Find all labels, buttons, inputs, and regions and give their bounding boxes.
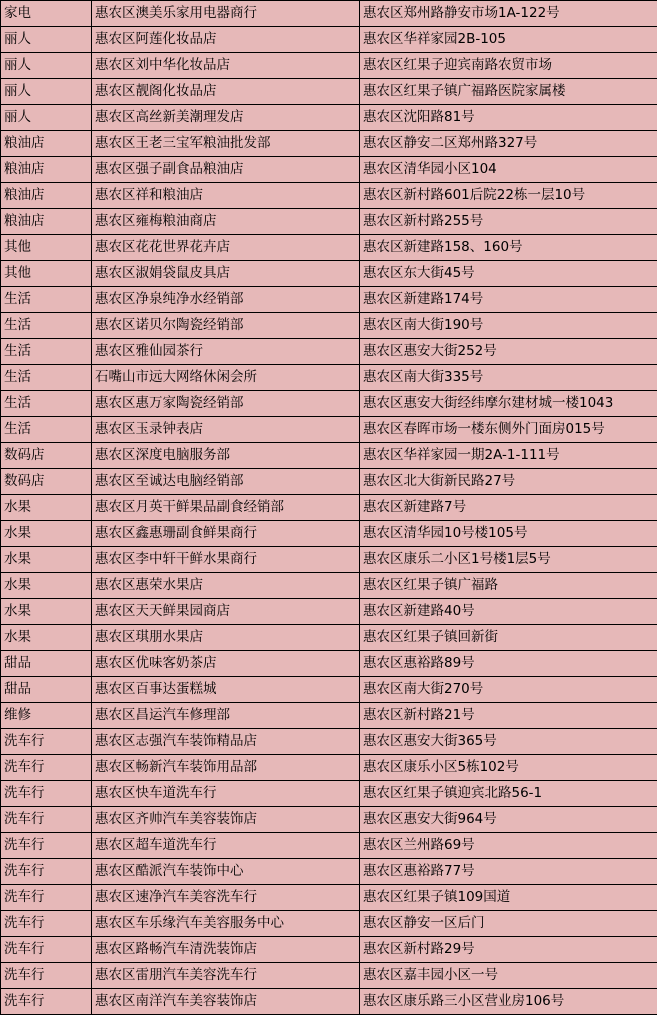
table-row — [1, 729, 657, 755]
category-cell: 洗车行 — [1, 989, 92, 1015]
table-row — [1, 989, 657, 1015]
address-cell: 惠农区春晖市场一楼东侧外门面房015号 — [360, 417, 657, 443]
category-cell: 洗车行 — [1, 963, 92, 989]
address-cell: 惠农区红果子镇回新街 — [360, 625, 657, 651]
table-row — [1, 781, 657, 807]
table-row — [1, 235, 657, 261]
table-row — [1, 859, 657, 885]
merchant-name-cell: 惠农区李中轩干鲜水果商行 — [92, 547, 360, 573]
category-cell: 洗车行 — [1, 885, 92, 911]
address-cell: 惠农区惠安大街964号 — [360, 807, 657, 833]
address-cell: 惠农区康乐小区5栋102号 — [360, 755, 657, 781]
merchant-name-cell: 惠农区百事达蛋糕城 — [92, 677, 360, 703]
table-row — [1, 677, 657, 703]
table-row — [1, 287, 657, 313]
table-row — [1, 651, 657, 677]
table-row — [1, 27, 657, 53]
merchant-name-cell: 惠农区琪朋水果店 — [92, 625, 360, 651]
category-cell: 生活 — [1, 391, 92, 417]
merchant-name-cell: 惠农区强子副食品粮油店 — [92, 157, 360, 183]
category-cell: 洗车行 — [1, 833, 92, 859]
address-cell: 惠农区新村路21号 — [360, 703, 657, 729]
address-cell: 惠农区东大街45号 — [360, 261, 657, 287]
table-row — [1, 911, 657, 937]
merchant-name-cell: 惠农区超车道洗车行 — [92, 833, 360, 859]
category-cell: 数码店 — [1, 469, 92, 495]
address-cell: 惠农区惠安大街365号 — [360, 729, 657, 755]
merchant-name-cell: 惠农区刘中华化妆品店 — [92, 53, 360, 79]
category-cell: 甜品 — [1, 677, 92, 703]
category-cell: 水果 — [1, 547, 92, 573]
merchant-name-cell: 惠农区志强汽车装饰精品店 — [92, 729, 360, 755]
table-row — [1, 365, 657, 391]
merchant-name-cell: 惠农区净泉纯净水经销部 — [92, 287, 360, 313]
table-row — [1, 495, 657, 521]
table-row — [1, 79, 657, 105]
category-cell: 生活 — [1, 365, 92, 391]
address-cell: 惠农区南大街190号 — [360, 313, 657, 339]
merchant-name-cell: 惠农区南洋汽车美容装饰店 — [92, 989, 360, 1015]
category-cell: 洗车行 — [1, 781, 92, 807]
address-cell: 惠农区惠安大街252号 — [360, 339, 657, 365]
table-row — [1, 261, 657, 287]
merchant-name-cell: 惠农区昌运汽车修理部 — [92, 703, 360, 729]
address-cell: 惠农区新村路601后院22栋一层10号 — [360, 183, 657, 209]
category-cell: 丽人 — [1, 53, 92, 79]
merchant-name-cell: 惠农区酷派汽车装饰中心 — [92, 859, 360, 885]
table-row — [1, 625, 657, 651]
address-cell: 惠农区新建路174号 — [360, 287, 657, 313]
address-cell: 惠农区郑州路静安市场1A-122号 — [360, 1, 657, 27]
merchant-name-cell: 惠农区雍梅粮油商店 — [92, 209, 360, 235]
address-cell: 惠农区华祥家园一期2A-1-111号 — [360, 443, 657, 469]
category-cell: 洗车行 — [1, 859, 92, 885]
merchant-name-cell: 惠农区澳美乐家用电器商行 — [92, 1, 360, 27]
merchant-name-cell: 惠农区至诚达电脑经销部 — [92, 469, 360, 495]
category-cell: 维修 — [1, 703, 92, 729]
category-cell: 洗车行 — [1, 807, 92, 833]
merchant-name-cell: 惠农区车乐缘汽车美容服务中心 — [92, 911, 360, 937]
address-cell: 惠农区新村路29号 — [360, 937, 657, 963]
table-row — [1, 599, 657, 625]
address-cell: 惠农区红果子迎宾南路农贸市场 — [360, 53, 657, 79]
category-cell: 丽人 — [1, 79, 92, 105]
category-cell: 家电 — [1, 1, 92, 27]
category-cell: 粮油店 — [1, 131, 92, 157]
address-cell: 惠农区嘉丰园小区一号 — [360, 963, 657, 989]
table-row — [1, 937, 657, 963]
table-row — [1, 313, 657, 339]
address-cell: 惠农区红果子镇109国道 — [360, 885, 657, 911]
address-cell: 惠农区新村路255号 — [360, 209, 657, 235]
category-cell: 其他 — [1, 235, 92, 261]
merchant-name-cell: 惠农区畅新汽车装饰用品部 — [92, 755, 360, 781]
table-row — [1, 547, 657, 573]
address-cell: 惠农区康乐二小区1号楼1层5号 — [360, 547, 657, 573]
merchant-name-cell: 惠农区靓阁化妆品店 — [92, 79, 360, 105]
address-cell: 惠农区康乐路三小区营业房106号 — [360, 989, 657, 1015]
table-row — [1, 443, 657, 469]
merchant-name-cell: 惠农区天天鲜果园商店 — [92, 599, 360, 625]
address-cell: 惠农区华祥家园2B-105 — [360, 27, 657, 53]
address-cell: 惠农区兰州路69号 — [360, 833, 657, 859]
category-cell: 生活 — [1, 417, 92, 443]
category-cell: 粮油店 — [1, 157, 92, 183]
category-cell: 洗车行 — [1, 937, 92, 963]
category-cell: 洗车行 — [1, 911, 92, 937]
table-row — [1, 807, 657, 833]
merchant-table-body — [1, 1, 657, 1015]
table-row — [1, 573, 657, 599]
address-cell: 惠农区沈阳路81号 — [360, 105, 657, 131]
address-cell: 惠农区静安二区郑州路327号 — [360, 131, 657, 157]
table-row — [1, 105, 657, 131]
category-cell: 生活 — [1, 313, 92, 339]
merchant-name-cell: 惠农区深度电脑服务部 — [92, 443, 360, 469]
category-cell: 水果 — [1, 599, 92, 625]
category-cell: 水果 — [1, 573, 92, 599]
merchant-name-cell: 惠农区玉录钟表店 — [92, 417, 360, 443]
table-row — [1, 885, 657, 911]
address-cell: 惠农区红果子镇迎宾北路56-1 — [360, 781, 657, 807]
address-cell: 惠农区南大街335号 — [360, 365, 657, 391]
merchant-name-cell: 惠农区路畅汽车清洗装饰店 — [92, 937, 360, 963]
address-cell: 惠农区清华园10号楼105号 — [360, 521, 657, 547]
address-cell: 惠农区新建路40号 — [360, 599, 657, 625]
table-row — [1, 183, 657, 209]
merchant-name-cell: 惠农区鑫惠珊副食鲜果商行 — [92, 521, 360, 547]
address-cell: 惠农区北大街新民路27号 — [360, 469, 657, 495]
address-cell: 惠农区新建路158、160号 — [360, 235, 657, 261]
merchant-name-cell: 惠农区齐帅汽车美容装饰店 — [92, 807, 360, 833]
merchant-name-cell: 惠农区花花世界花卉店 — [92, 235, 360, 261]
table-row — [1, 339, 657, 365]
table-row — [1, 157, 657, 183]
address-cell: 惠农区红果子镇广福路 — [360, 573, 657, 599]
category-cell: 丽人 — [1, 27, 92, 53]
merchant-name-cell: 惠农区淑娟袋鼠皮具店 — [92, 261, 360, 287]
table-row — [1, 391, 657, 417]
merchant-name-cell: 石嘴山市远大网络休闲会所 — [92, 365, 360, 391]
category-cell: 水果 — [1, 625, 92, 651]
table-row — [1, 833, 657, 859]
merchant-name-cell: 惠农区诺贝尔陶瓷经销部 — [92, 313, 360, 339]
category-cell: 粮油店 — [1, 183, 92, 209]
table-row — [1, 963, 657, 989]
category-cell: 生活 — [1, 339, 92, 365]
merchant-name-cell: 惠农区速净汽车美容洗车行 — [92, 885, 360, 911]
table-row — [1, 755, 657, 781]
category-cell: 水果 — [1, 495, 92, 521]
table-row — [1, 469, 657, 495]
address-cell: 惠农区南大街270号 — [360, 677, 657, 703]
category-cell: 数码店 — [1, 443, 92, 469]
address-cell: 惠农区新建路7号 — [360, 495, 657, 521]
address-cell: 惠农区清华园小区104 — [360, 157, 657, 183]
category-cell: 生活 — [1, 287, 92, 313]
merchant-name-cell: 惠农区祥和粮油店 — [92, 183, 360, 209]
table-row — [1, 53, 657, 79]
table-row — [1, 1, 657, 27]
merchant-name-cell: 惠农区惠荣水果店 — [92, 573, 360, 599]
address-cell: 惠农区惠安大街经纬摩尔建材城一楼1043 — [360, 391, 657, 417]
merchant-name-cell: 惠农区阿莲化妆品店 — [92, 27, 360, 53]
address-cell: 惠农区惠裕路77号 — [360, 859, 657, 885]
merchant-name-cell: 惠农区王老三宝军粮油批发部 — [92, 131, 360, 157]
merchant-name-cell: 惠农区惠万家陶瓷经销部 — [92, 391, 360, 417]
category-cell: 洗车行 — [1, 755, 92, 781]
merchant-name-cell: 惠农区雷朋汽车美容洗车行 — [92, 963, 360, 989]
category-cell: 其他 — [1, 261, 92, 287]
table-row — [1, 209, 657, 235]
category-cell: 水果 — [1, 521, 92, 547]
address-cell: 惠农区红果子镇广福路医院家属楼 — [360, 79, 657, 105]
category-cell: 甜品 — [1, 651, 92, 677]
address-cell: 惠农区静安一区后门 — [360, 911, 657, 937]
merchant-name-cell: 惠农区雅仙园茶行 — [92, 339, 360, 365]
table-row — [1, 417, 657, 443]
address-cell: 惠农区惠裕路89号 — [360, 651, 657, 677]
table-row — [1, 703, 657, 729]
category-cell: 丽人 — [1, 105, 92, 131]
merchant-name-cell: 惠农区快车道洗车行 — [92, 781, 360, 807]
merchant-name-cell: 惠农区月英干鲜果品副食经销部 — [92, 495, 360, 521]
table-row — [1, 521, 657, 547]
table-row — [1, 131, 657, 157]
category-cell: 粮油店 — [1, 209, 92, 235]
merchant-name-cell: 惠农区高丝新美潮理发店 — [92, 105, 360, 131]
category-cell: 洗车行 — [1, 729, 92, 755]
merchant-name-cell: 惠农区优味客奶茶店 — [92, 651, 360, 677]
